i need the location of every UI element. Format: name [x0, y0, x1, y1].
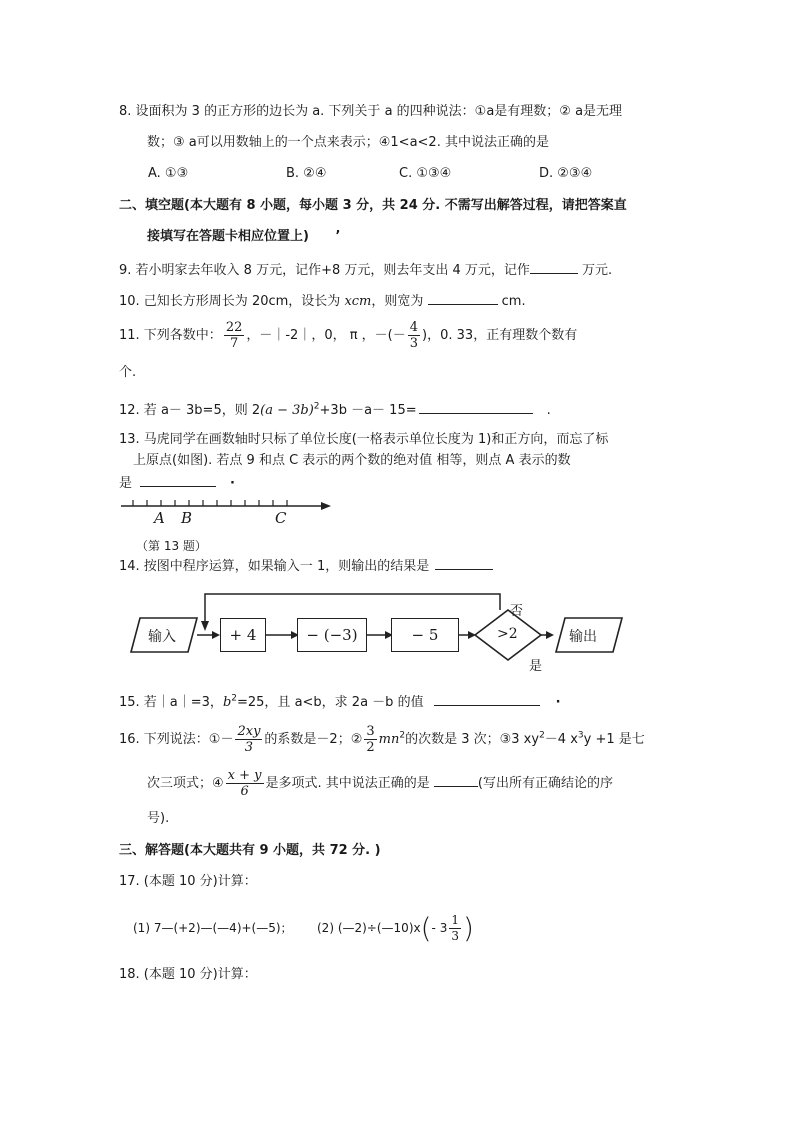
stray-mark: ’	[335, 229, 341, 244]
q16-fraction-2xy-3	[235, 724, 262, 755]
q16-text: 16. 下列说法：①－	[119, 732, 234, 747]
q16-text-3: －4 x	[544, 732, 578, 747]
q11-text-mid: ，－｜-2｜，0， π ，－(－	[246, 328, 406, 343]
q8-line1: 8. 设面积为 3 的正方形的边长为 a. 下列关于 a 的四种说法：①a是有理数；② a是无理	[119, 104, 623, 119]
q15-text: 15. 若｜a｜=3，	[119, 695, 223, 710]
flow-no-label: 否	[510, 604, 524, 619]
q15	[119, 692, 561, 712]
q16-exp-3: 3	[577, 730, 584, 741]
number-line-figure	[119, 496, 333, 530]
point-b-label: B	[181, 509, 193, 527]
flow-condition-label: >2	[497, 626, 518, 642]
flow-op-add4: + 4	[220, 618, 266, 652]
q12-text: 12. 若 a－ 3b=5，则 2	[119, 403, 261, 418]
q16-text-6: 是多项式. 其中说法正确的是	[265, 776, 434, 791]
q17-heading: 17. (本题 10 分)计算：	[119, 874, 257, 889]
q17-part1: (1) 7—(+2)—(—4)+(—5)；	[133, 921, 293, 935]
q11	[119, 318, 577, 354]
q17-part2-inner: - 3	[431, 921, 448, 935]
q16-text-4: y +1 是七	[583, 732, 645, 747]
q10-unit: cm.	[497, 294, 526, 309]
q13-line1: 13. 马虎同学在画数轴时只标了单位长度(一格表示单位长度为 1)和正方向，而忘了标	[119, 432, 609, 447]
flowchart-lines	[125, 587, 625, 675]
flow-input-label: 输入	[148, 629, 176, 645]
q14	[119, 556, 493, 576]
q16-fraction-3-2	[364, 724, 376, 755]
q12-expression: (a − 3b)	[260, 403, 314, 418]
q8-option-a: A. ①③	[148, 166, 189, 181]
q16-fraction-xy-6	[226, 768, 264, 799]
q16-answer-blank[interactable]	[434, 773, 478, 787]
q12-answer-blank[interactable]	[419, 400, 533, 414]
q15-exponent: 2	[231, 693, 237, 704]
q12-period: .	[546, 403, 551, 418]
q16-line1	[119, 720, 645, 760]
q16-line3: 号).	[147, 811, 170, 826]
q18-heading: 18. (本题 10 分)计算：	[119, 967, 257, 982]
flow-yes-label: 是	[529, 659, 543, 674]
q16-text-5: 次三项式；④	[147, 776, 224, 791]
q14-answer-blank[interactable]	[435, 556, 493, 570]
left-paren: (	[420, 911, 432, 945]
section2-heading-text: 接填写在答题卡相应位置上)	[147, 229, 309, 244]
frac-num: 22	[225, 320, 243, 335]
number-line-ticks	[133, 500, 287, 506]
frac-den: 2	[366, 740, 375, 755]
q13-figure-caption: （第 13 题）	[136, 539, 207, 553]
q12-exponent: 2	[313, 401, 320, 412]
q16-text-1: 的系数是－2；②	[264, 732, 363, 747]
q8-option-b: B. ②④	[286, 166, 327, 181]
q17-part2-text: (2) (—2)÷(—10)x	[317, 921, 421, 935]
q13-line2: 上原点(如图). 若点 9 和点 C 表示的两个数的绝对值 相等，则点 A 表示的数	[133, 453, 571, 468]
q11-cont: 个.	[119, 365, 137, 380]
q16-exp-2: 2	[539, 730, 545, 741]
q10-answer-blank[interactable]	[428, 291, 498, 305]
q16-var-mn: mn	[378, 732, 400, 747]
q10-text-mid: ，则宽为	[371, 294, 428, 309]
flow-op-sub-neg3: − (−3)	[297, 618, 367, 652]
q16-text-7: (写出所有正确结论的序	[477, 776, 613, 791]
right-paren: )	[462, 911, 474, 945]
frac-den: 3	[409, 336, 419, 351]
q15-answer-blank[interactable]	[434, 692, 540, 706]
frac-num: 1	[451, 913, 459, 927]
flow-output-label: 输出	[569, 629, 597, 645]
loop-arrowhead	[201, 621, 209, 631]
q11-text: 11. 下列各数中：	[119, 328, 222, 343]
q14-text: 14. 按图中程序运算，如果输入一 1，则输出的结果是	[119, 559, 430, 574]
q16-text-2: 的次数是 3 次；③3 xy	[405, 732, 540, 747]
frac-num: x + y	[227, 768, 262, 783]
frac-den: 6	[240, 784, 249, 799]
q15-text-end: =25，且 a<b，求 2a －b 的值	[237, 695, 424, 710]
section3-heading: 三、解答题(本大题共有 9 小题，共 72 分. )	[119, 843, 381, 858]
q9-text: 9. 若小明家去年收入 8 万元，记作+8 万元，则去年支出 4 万元，记作	[119, 263, 530, 278]
q11-fraction-4-3	[408, 320, 420, 351]
q11-fraction-22-7	[224, 320, 245, 351]
q13-dot: ·	[230, 476, 235, 491]
number-line-arrow	[321, 502, 331, 510]
frac-den: 7	[229, 336, 239, 351]
q8-option-c: C. ①③④	[399, 166, 452, 181]
q9	[119, 260, 612, 280]
q13-line3	[119, 473, 235, 493]
frac-den: 3	[244, 740, 254, 755]
frac-den: 3	[451, 929, 459, 943]
q13-text: 是	[119, 476, 133, 491]
point-c-label: C	[275, 509, 287, 527]
frac-num: 2xy	[237, 724, 261, 739]
frac-num: 4	[409, 320, 419, 335]
q17-part2	[317, 906, 474, 951]
q16-line2	[147, 764, 613, 804]
point-a-label: A	[154, 509, 165, 527]
section2-heading: 二、填空题(本大题有 8 小题，每小题 3 分，共 24 分. 不需写出解答过程，请把答案直	[119, 198, 627, 213]
frac-num: 3	[366, 724, 375, 739]
q8-option-d: D. ②③④	[539, 166, 593, 181]
section2-heading-cont	[147, 228, 340, 246]
q10-text: 10. 己知长方形周长为 20cm，设长为	[119, 294, 345, 309]
q10-var: xcm	[344, 294, 372, 309]
q12-text-end: +3b －a－ 15=	[319, 403, 417, 418]
q9-answer-blank[interactable]	[530, 260, 578, 274]
flow-op-sub5: − 5	[391, 618, 459, 652]
q15-dot: ·	[555, 695, 561, 710]
q8-line2: 数；③ a可以用数轴上的一个点来表示；④1<a<2. 其中说法正确的是	[147, 135, 549, 150]
q9-unit: 万元.	[577, 263, 613, 278]
q11-text-end: )，0. 33，正有理数个数有	[422, 328, 578, 343]
q16-exp-1: 2	[399, 730, 406, 741]
q17-fraction-1-3	[449, 913, 461, 944]
q13-answer-blank[interactable]	[140, 473, 216, 487]
q10	[119, 291, 526, 311]
q12	[119, 400, 551, 420]
q15-var-b: b	[222, 695, 232, 710]
